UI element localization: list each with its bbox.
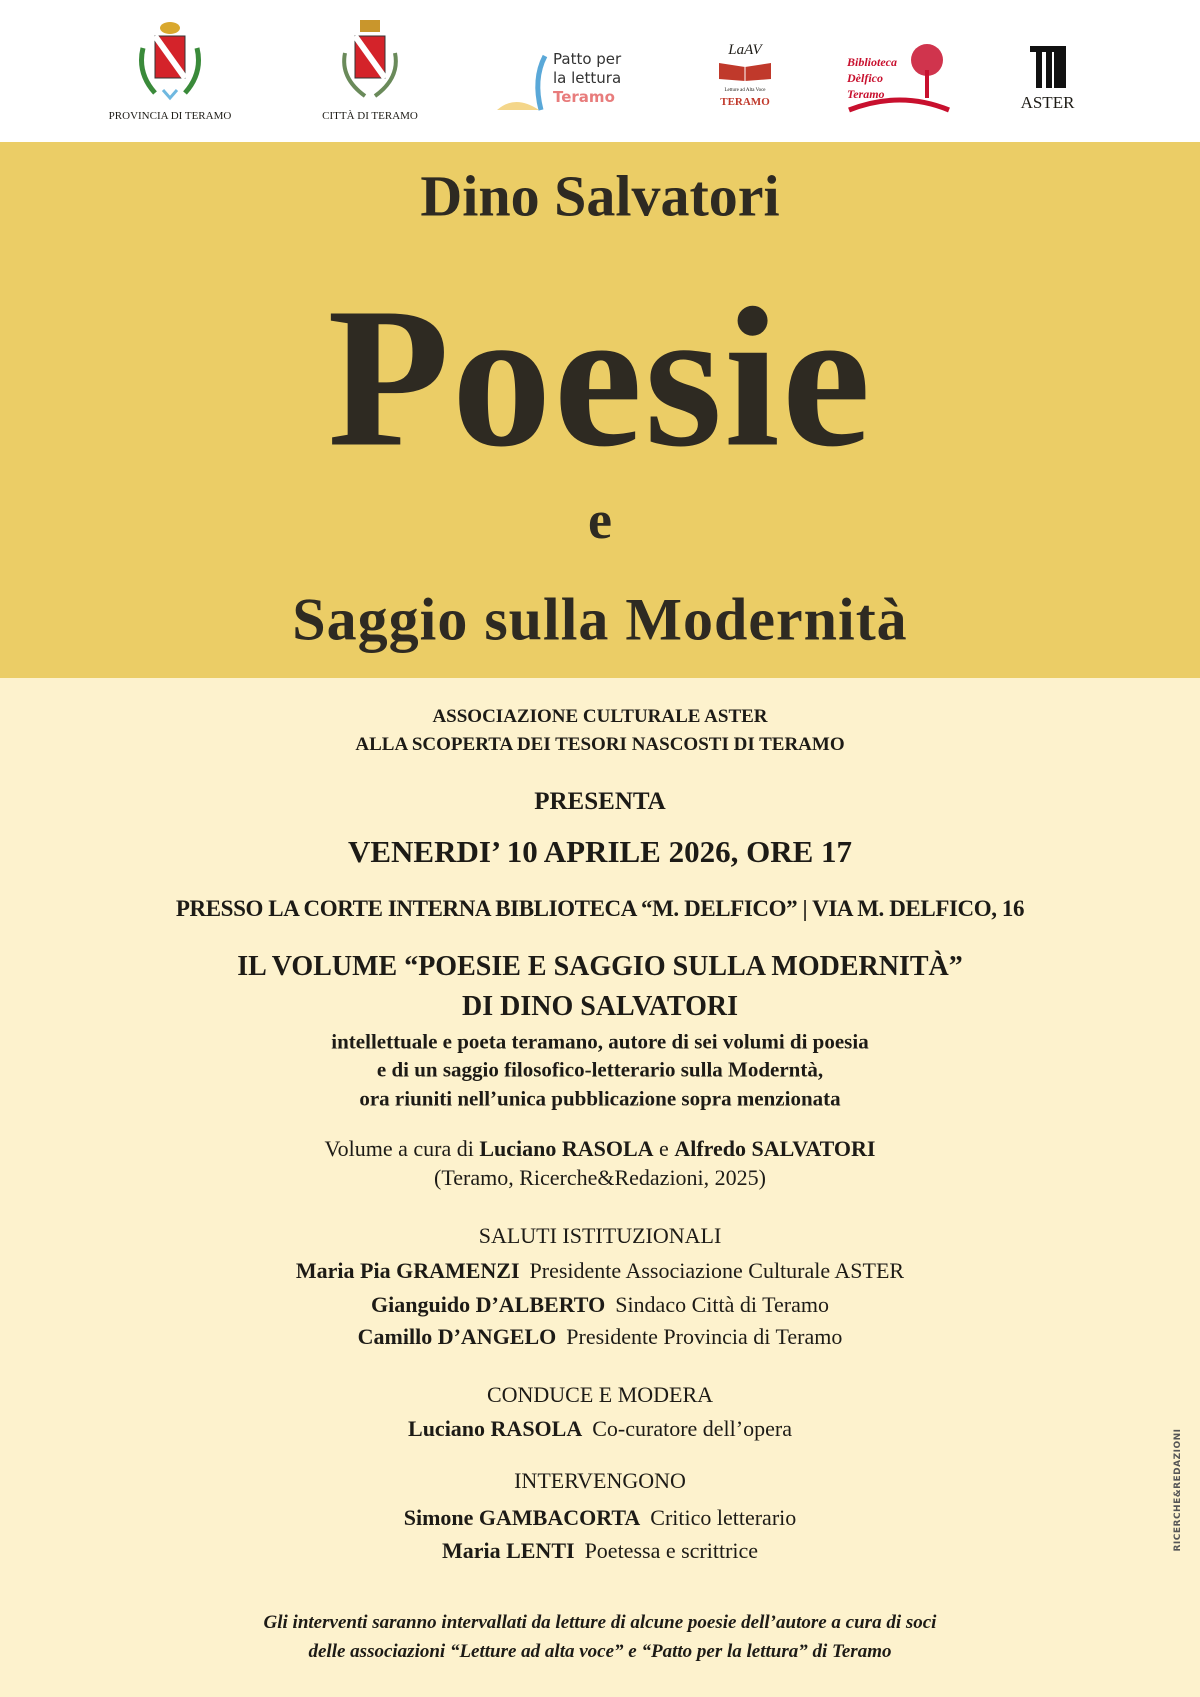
column-icon (1026, 44, 1070, 90)
speaker-row: Maria Pia GRAMENZI Presidente Associazione Culturale ASTER (295, 1258, 905, 1283)
conduce-heading: CONDUCE E MODERA (486, 1382, 714, 1407)
open-book-icon (715, 59, 775, 83)
speaker-row: Simone GAMBACORTA Critico letterario (403, 1505, 797, 1530)
logo-lav: LaAV Letture ad Alta Voce TERAMO (705, 42, 785, 108)
description-line: intellettuale e poeta teramano, autore di sei volumi di poesia (331, 1029, 869, 1054)
logo-provincia: PROVINCIA DI TERAMO (105, 18, 235, 122)
description-line: ora riuniti nell’unica pubblicazione sopra menzionata (359, 1086, 841, 1111)
publisher-credit: RICERCHE&REDAZIONI (1173, 1428, 1183, 1552)
volume-author: DI DINO SALVATORI (462, 991, 738, 1022)
speaker-row: Maria LENTI Poetessa e scrittrice (441, 1538, 759, 1563)
speaker-row: Gianguido D’ALBERTO Sindaco Città di Teramo (371, 1292, 829, 1317)
publisher-line: (Teramo, Ricerche&Redazioni, 2025) (434, 1165, 766, 1190)
title-conjunction: e (588, 490, 612, 550)
event-place: PRESSO LA CORTE INTERNA BIBLIOTECA “M. DELFICO” | VIA M. DELFICO, 16 (175, 896, 1025, 921)
main-title: Poesie (327, 267, 873, 489)
volume-title: IL VOLUME “POESIE E SAGGIO SULLA MODERNITÀ” (237, 951, 963, 982)
speaker-row: Luciano RASOLA Co-curatore dell’opera (408, 1416, 792, 1441)
curators-line: Volume a cura di Luciano RASOLA e Alfredo SALVATORI (324, 1136, 876, 1161)
association-tagline: ALLA SCOPERTA DEI TESORI NASCOSTI DI TERAMO (355, 734, 845, 755)
closing-note: delle associazioni “Letture ad alta voce” e “Patto per la lettura” di Teramo (308, 1641, 892, 1662)
association-name: ASSOCIAZIONE CULTURALE ASTER (432, 706, 768, 727)
presenta-label: PRESENTA (534, 788, 666, 815)
logo-aster: ASTER (1015, 44, 1080, 113)
description-line: e di un saggio filosofico-letterario sulla Moderntà, (376, 1057, 824, 1082)
author-name: Dino Salvatori (420, 163, 780, 229)
closing-note: Gli interventi saranno intervallati da letture di alcune poesie dell’autore a cura di soci (263, 1612, 937, 1633)
event-date: VENERDI’ 10 APRILE 2026, ORE 17 (347, 834, 853, 869)
saluti-heading: SALUTI ISTITUZIONALI (478, 1223, 722, 1248)
logo-biblioteca-delfico: Biblioteca Dèlfico Teramo (845, 40, 955, 118)
intervengono-heading: INTERVENGONO (514, 1468, 686, 1493)
logo-patto-lettura: Patto per la lettura Teramo (495, 48, 645, 113)
book-arc-icon (495, 54, 555, 114)
subtitle: Saggio sulla Modernità (292, 586, 908, 653)
coat-of-arms-icon (335, 18, 405, 103)
coat-of-arms-icon (135, 18, 205, 103)
logo-citta: CITTÀ DI TERAMO (305, 18, 435, 122)
speaker-row: Camillo D’ANGELO Presidente Provincia di Teramo (357, 1324, 843, 1349)
